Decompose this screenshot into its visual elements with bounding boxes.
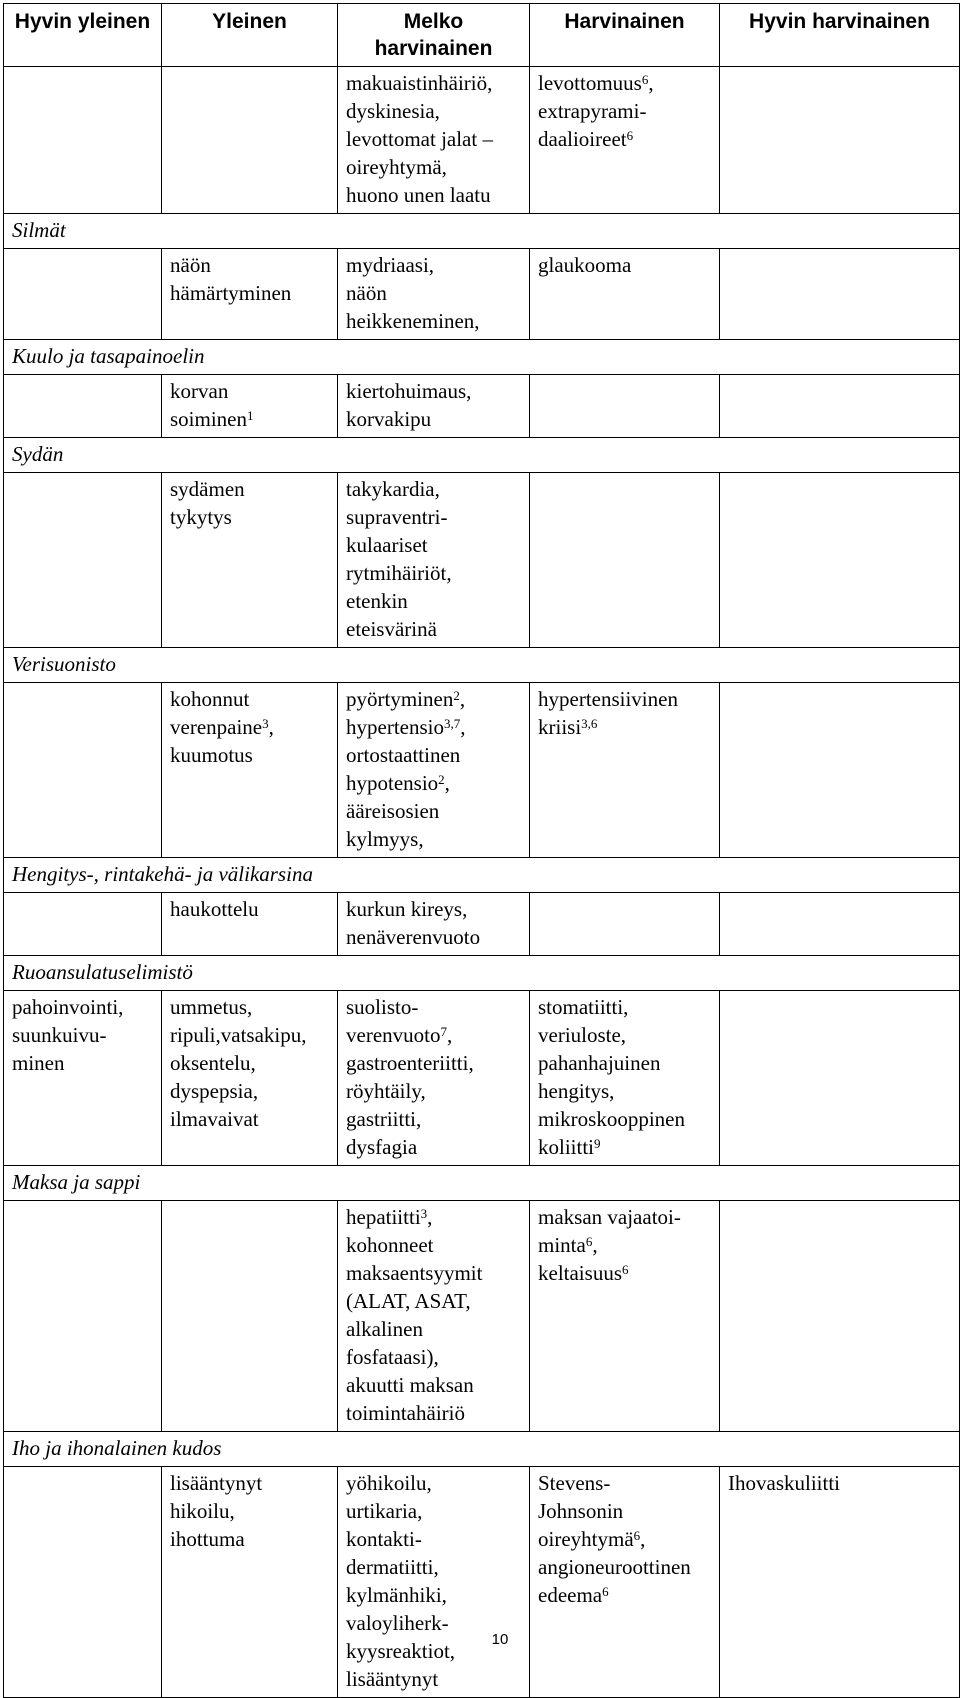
table-cell xyxy=(162,991,338,1166)
table-cell xyxy=(720,67,960,214)
table-cell xyxy=(162,1467,338,1698)
table-cell xyxy=(530,991,720,1166)
table-cell xyxy=(338,67,530,214)
table-cell xyxy=(338,1467,530,1698)
table-cell xyxy=(162,893,338,956)
organ-class-label: Iho ja ihonalainen kudos xyxy=(4,1432,960,1467)
table-cell xyxy=(338,375,530,438)
organ-class-row xyxy=(4,858,960,893)
page-number: 10 xyxy=(491,1631,509,1648)
header-common: Yleinen xyxy=(162,4,338,67)
table-cell xyxy=(530,249,720,340)
cell-text: näön hämärtyminen xyxy=(170,253,292,305)
header-very-rare: Hyvin harvinainen xyxy=(720,4,960,67)
table-cell xyxy=(338,1201,530,1432)
table-cell xyxy=(4,1467,162,1698)
table-cell xyxy=(4,473,162,648)
table-cell xyxy=(338,991,530,1166)
table-row xyxy=(4,683,960,858)
table-cell xyxy=(338,473,530,648)
organ-class-label: Ruoansulatuselimistö xyxy=(4,956,960,991)
cell-text: kiertohuimaus, korvakipu xyxy=(346,379,472,431)
cell-text: makuaistinhäiriö, dyskinesia, levottomat jalat – oireyhtymä, huono unen laatu xyxy=(346,71,493,207)
frequency-header-row xyxy=(4,4,960,67)
table-cell xyxy=(530,67,720,214)
table-cell xyxy=(162,683,338,858)
table-cell xyxy=(162,67,338,214)
organ-class-label: Sydän xyxy=(4,438,960,473)
cell-text: lisääntynyt hikoilu, ihottuma xyxy=(170,1471,263,1551)
cell-text: haukottelu xyxy=(170,897,259,921)
cell-text: glaukooma xyxy=(538,253,632,277)
organ-class-row xyxy=(4,214,960,249)
organ-class-label: Maksa ja sappi xyxy=(4,1166,960,1201)
table-cell xyxy=(720,893,960,956)
cell-text: levottomuus$^6$, extrapyrami- daalioireet$^6$ xyxy=(538,71,654,151)
cell-text: Stevens- Johnsonin oireyhtymä$^6$, angioneuroottinen edeema$^6$ xyxy=(538,1471,691,1607)
organ-class-label: Silmät xyxy=(4,214,960,249)
cell-text: kohonnut verenpaine$^3$, kuumotus xyxy=(170,687,274,767)
table-cell xyxy=(4,375,162,438)
table-row xyxy=(4,991,960,1166)
table-cell xyxy=(720,1467,960,1698)
table-cell xyxy=(720,473,960,648)
table-cell xyxy=(530,473,720,648)
cell-text: Ihovaskuliitti xyxy=(728,1471,840,1495)
table-row xyxy=(4,1201,960,1432)
table-cell xyxy=(162,249,338,340)
table-row xyxy=(4,893,960,956)
cell-text: pyörtyminen$^2$, hypertensio$^{3,7}$, ortostaattinen hypotensio$^2$, ääreisosien kylmyys, xyxy=(346,687,466,851)
table-cell xyxy=(4,249,162,340)
table-row xyxy=(4,1467,960,1698)
table-cell xyxy=(720,683,960,858)
organ-class-row xyxy=(4,648,960,683)
table-cell xyxy=(4,1201,162,1432)
cell-text: hypertensiivinen kriisi$^{3,6}$ xyxy=(538,687,678,739)
table-row xyxy=(4,249,960,340)
table-cell xyxy=(530,375,720,438)
table-cell xyxy=(162,1201,338,1432)
organ-class-label: Verisuonisto xyxy=(4,648,960,683)
cell-text: maksan vajaatoi- minta$^6$, keltaisuus$^6$ xyxy=(538,1205,681,1285)
table-cell xyxy=(530,1467,720,1698)
organ-class-row xyxy=(4,956,960,991)
table-cell xyxy=(720,991,960,1166)
cell-text: mydriaasi, näön heikkeneminen, xyxy=(346,253,480,333)
adverse-reactions-table xyxy=(3,3,960,1698)
organ-class-label: Hengitys-, rintakehä- ja välikarsina xyxy=(4,858,960,893)
table-cell xyxy=(338,683,530,858)
table-row xyxy=(4,67,960,214)
cell-text: hepatiitti$^3$, kohonneet maksaentsyymit (ALAT, ASAT, alkalinen fosfataasi), akuutti maksan toimintahäiriö xyxy=(346,1205,483,1425)
cell-text: yöhikoilu, urtikaria, kontakti- dermatiitti, kylmänhiki, valoyliherk- kyysreaktiot, lisääntynyt xyxy=(346,1471,456,1691)
table-cell xyxy=(530,893,720,956)
table-cell xyxy=(162,473,338,648)
table-row xyxy=(4,473,960,648)
cell-text: sydämen tykytys xyxy=(170,477,245,529)
header-very-common: Hyvin yleinen xyxy=(4,4,162,67)
table-cell xyxy=(720,1201,960,1432)
organ-class-label: Kuulo ja tasapainoelin xyxy=(4,340,960,375)
header-uncommon: Melko harvinainen xyxy=(338,4,530,67)
organ-class-row xyxy=(4,340,960,375)
organ-class-row xyxy=(4,1166,960,1201)
table-cell xyxy=(530,683,720,858)
cell-text: stomatiitti, veriuloste, pahanhajuinen hengitys, mikroskooppinen koliitti$^9$ xyxy=(538,995,685,1159)
table-cell xyxy=(4,893,162,956)
header-rare: Harvinainen xyxy=(530,4,720,67)
table-row xyxy=(4,375,960,438)
table-cell xyxy=(338,893,530,956)
table-cell xyxy=(4,67,162,214)
cell-text: takykardia, supraventri- kulaariset rytmihäiriöt, etenkin eteisvärinä xyxy=(346,477,452,641)
table-cell xyxy=(720,375,960,438)
table-cell xyxy=(4,991,162,1166)
table-cell xyxy=(530,1201,720,1432)
organ-class-row xyxy=(4,1432,960,1467)
table-body xyxy=(4,67,960,1698)
cell-text: ummetus, ripuli,vatsakipu, oksentelu, dyspepsia, ilmavaivat xyxy=(170,995,307,1131)
cell-text: suolisto- verenvuoto$^7$, gastroenteriitti, röyhtäily, gastriitti, dysfagia xyxy=(346,995,474,1159)
organ-class-row xyxy=(4,438,960,473)
table-cell xyxy=(162,375,338,438)
cell-text: pahoinvointi, suunkuivu- minen xyxy=(12,995,124,1075)
table-cell xyxy=(338,249,530,340)
table-cell xyxy=(4,683,162,858)
table-cell xyxy=(720,249,960,340)
cell-text: korvan soiminen$^1$ xyxy=(170,379,254,431)
cell-text: kurkun kireys, nenäverenvuoto xyxy=(346,897,481,949)
